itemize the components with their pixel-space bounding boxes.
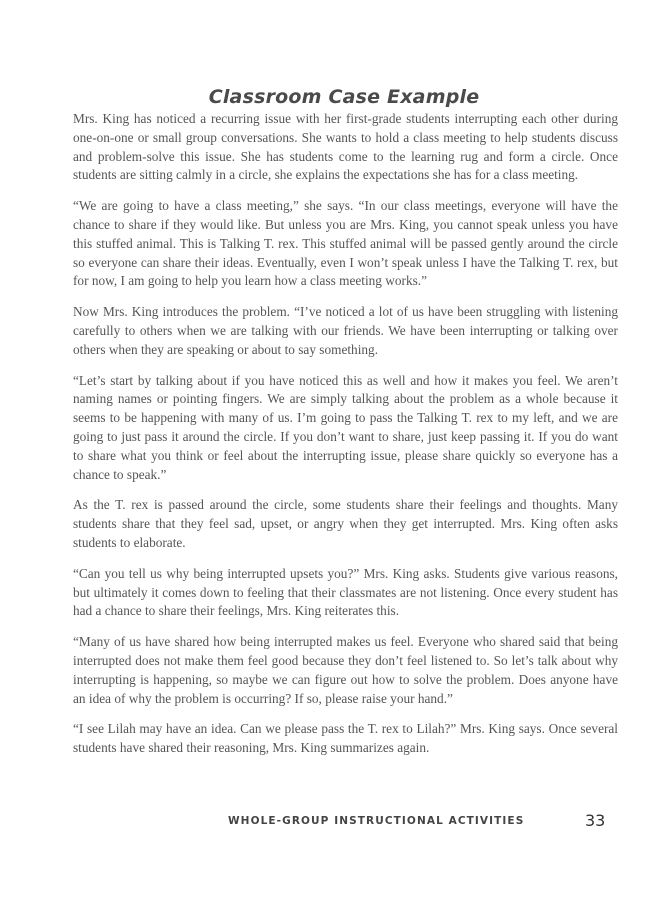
paragraph: As the T. rex is passed around the circle, some students share their feelings and thoughts. Many students share that they feel sad, upset, or angry when they get interrupted. Mrs. King often asks students to elaborate. <box>73 497 618 550</box>
paragraph: Now Mrs. King introduces the problem. “I’ve noticed a lot of us have been struggling with listening carefully to others when we are talking with our friends. We have been interrupting or talking over others when they are speaking or about to say something. <box>73 304 618 357</box>
paragraph: “I see Lilah may have an idea. Can we please pass the T. rex to Lilah?” Mrs. King says. Once several students have shared their reasoning, Mrs. King summarizes again. <box>73 721 618 756</box>
page-number: 33 <box>585 811 606 830</box>
paragraph: “Many of us have shared how being interrupted makes us feel. Everyone who shared said that being interrupted does not make them feel good because they don’t feel listened to. So let’s talk about why interrupting is happening, so maybe we can figure out how to solve the problem. Does anyone have an idea of why the problem is occurring? If so, please raise your hand.” <box>73 634 618 706</box>
body-text <box>73 110 618 770</box>
paragraph: Mrs. King has noticed a recurring issue with her first-grade students interrupting each other during one-on-one or small group conversations. She wants to hold a class meeting to help students discuss and problem-solve this issue. She has students come to the learning rug and form a circle. Once students are sitting calmly in a circle, she explains the expectations she has for a class meeting. <box>73 111 618 183</box>
paragraph: “Can you tell us why being interrupted upsets you?” Mrs. King asks. Students give various reasons, but ultimately it comes down to feeling that their classmates are not listening. Once every student has had a chance to share their feelings, Mrs. King reiterates this. <box>73 565 618 619</box>
running-footer: WHOLE-GROUP INSTRUCTIONAL ACTIVITIES <box>228 815 525 827</box>
paragraph: “We are going to have a class meeting,” she says. “In our class meetings, everyone will have the chance to share if they would like. But unless you are Mrs. King, you cannot speak unless you have this stuffed animal. This is Talking T. rex. This stuffed animal will be passed gently around the circle so everyone can share their ideas. Eventually, even I won’t speak unless I have the Talking T. rex, but for now, I am going to help you learn how a class meeting works.” <box>73 198 618 289</box>
section-heading: Classroom Case Example <box>208 86 480 108</box>
paragraph: “Let’s start by talking about if you have noticed this as well and how it makes you feel. We aren’t naming names or pointing fingers. We are simply talking about the problem as a whole because it seems to be happening with many of us. I’m going to pass the Talking T. rex to my left, and we are going to just pass it around the circle. If you don’t want to share, just keep passing it. If you do want to share what you think or feel about the interrupting issue, please share quickly so everyone has a chance to speak.” <box>73 372 618 482</box>
